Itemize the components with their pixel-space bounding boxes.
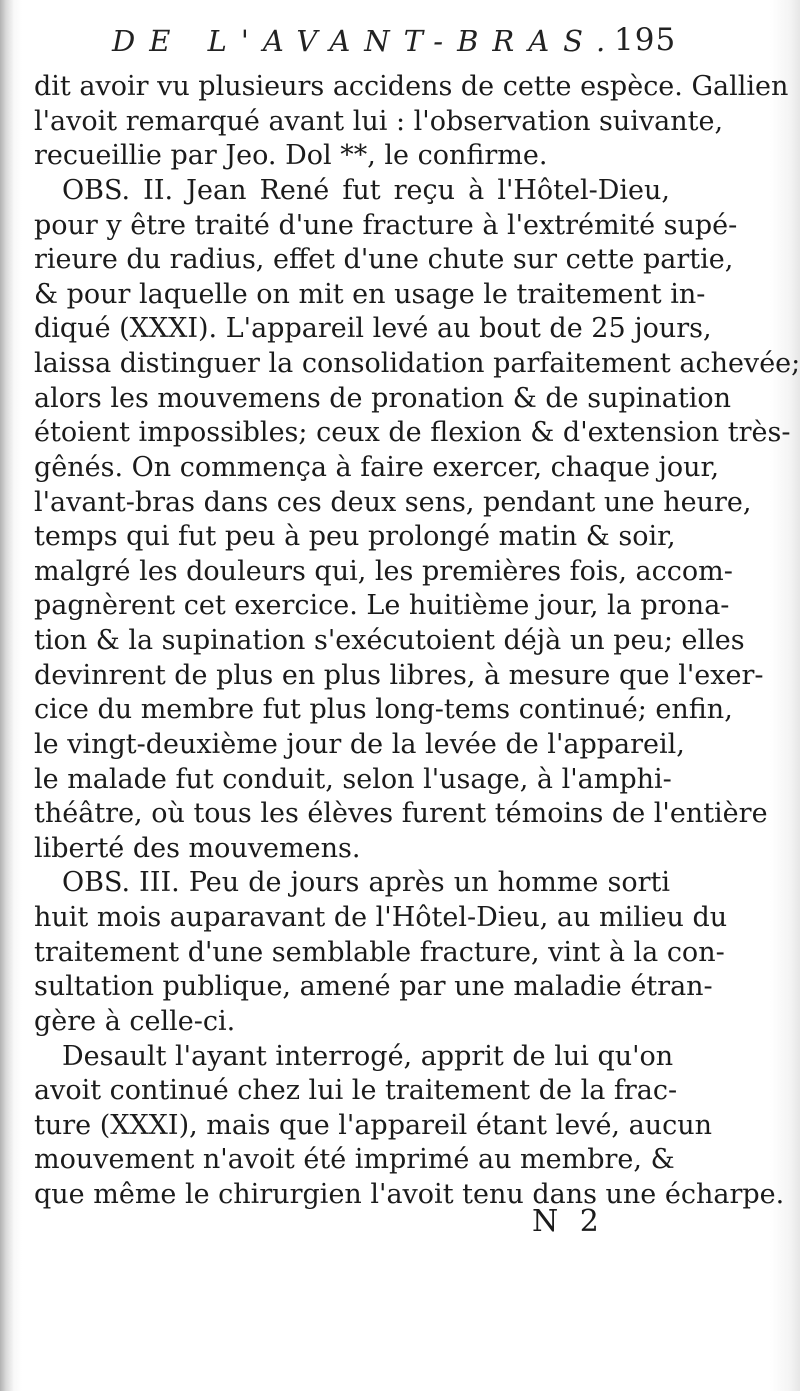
text-line: étoient impossibles; ceux de flexion & d'extension très- [34,417,791,449]
text-line: liberté des mouvemens. [34,832,361,864]
text-line: Desault l'ayant interrogé, apprit de lui qu'on [62,1040,674,1072]
text-line: diqué (XXXI). L'appareil levé au bout de 25 jours, [34,313,712,345]
text-line: OBS. III. Peu de jours après un homme sorti [62,867,670,899]
catchword-signature: N 2 [532,1204,605,1239]
text-line: ture (XXXI), mais que l'appareil étant levé, aucun [34,1109,712,1141]
text-line: & pour laquelle on mit en usage le traitement in- [34,278,706,310]
text-line: dit avoir vu plusieurs accidens de cette espèce. Gallien [34,71,789,102]
text-line: sultation publique, amené par une maladie étran- [34,971,713,1003]
text-line: avoit continué chez lui le traitement de la frac- [34,1075,678,1107]
text-line: le vingt-deuxième jour de la levée de l'appareil, [34,728,685,760]
text-line: cice du membre fut plus long-tems continué; enfin, [34,694,733,726]
text-line: rieure du radius, effet d'une chute sur cette partie, [34,244,734,276]
text-line: le malade fut conduit, selon l'usage, à l'amphi- [34,763,672,795]
text-line: laissa distinguer la consolidation parfaitement achevée; [34,348,800,379]
text-line: traitement d'une semblable fracture, vint à la con- [34,936,725,968]
text-line: pour y être traité d'une fracture à l'extrémité supé- [34,209,738,241]
text-line: l'avant-bras dans ces deux sens, pendant une heure, [34,486,752,518]
text-line: mouvement n'avoit été imprimé au membre, & [34,1144,675,1176]
body-text [34,70,800,1213]
text-line: recueillie par Jeo. Dol **, le confirme. [34,140,548,172]
text-line: tion & la supination s'exécutoient déjà un peu; elles [34,625,745,656]
page-number: 195 [614,22,677,58]
text-line: huit mois auparavant de l'Hôtel-Dieu, au milieu du [34,902,728,933]
text-line: l'avoit remarqué avant lui : l'observation suivante, [34,105,724,137]
gutter-shadow [0,0,14,1391]
text-line: temps qui fut peu à peu prolongé matin & soir, [34,521,676,553]
running-head: DE L'AVANT-BRAS. [112,24,620,58]
page-header [0,22,800,62]
text-line: gère à celle-ci. [34,1005,236,1037]
text-line: théâtre, où tous les élèves furent témoins de l'entière [34,798,768,830]
text-line: malgré les douleurs qui, les premières fois, accom- [34,555,733,587]
text-line: gênés. On commença à faire exercer, chaque jour, [34,451,720,483]
text-line: OBS. II. Jean René fut reçu à l'Hôtel-Dieu, [62,174,670,206]
text-line: pagnèrent cet exercice. Le huitième jour, la prona- [34,590,730,622]
text-line: que même le chirurgien l'avoit tenu dans une écharpe. [34,1179,785,1210]
text-line: alors les mouvemens de pronation & de supination [34,382,732,414]
text-line: devinrent de plus en plus libres, à mesure que l'exer- [34,659,764,691]
